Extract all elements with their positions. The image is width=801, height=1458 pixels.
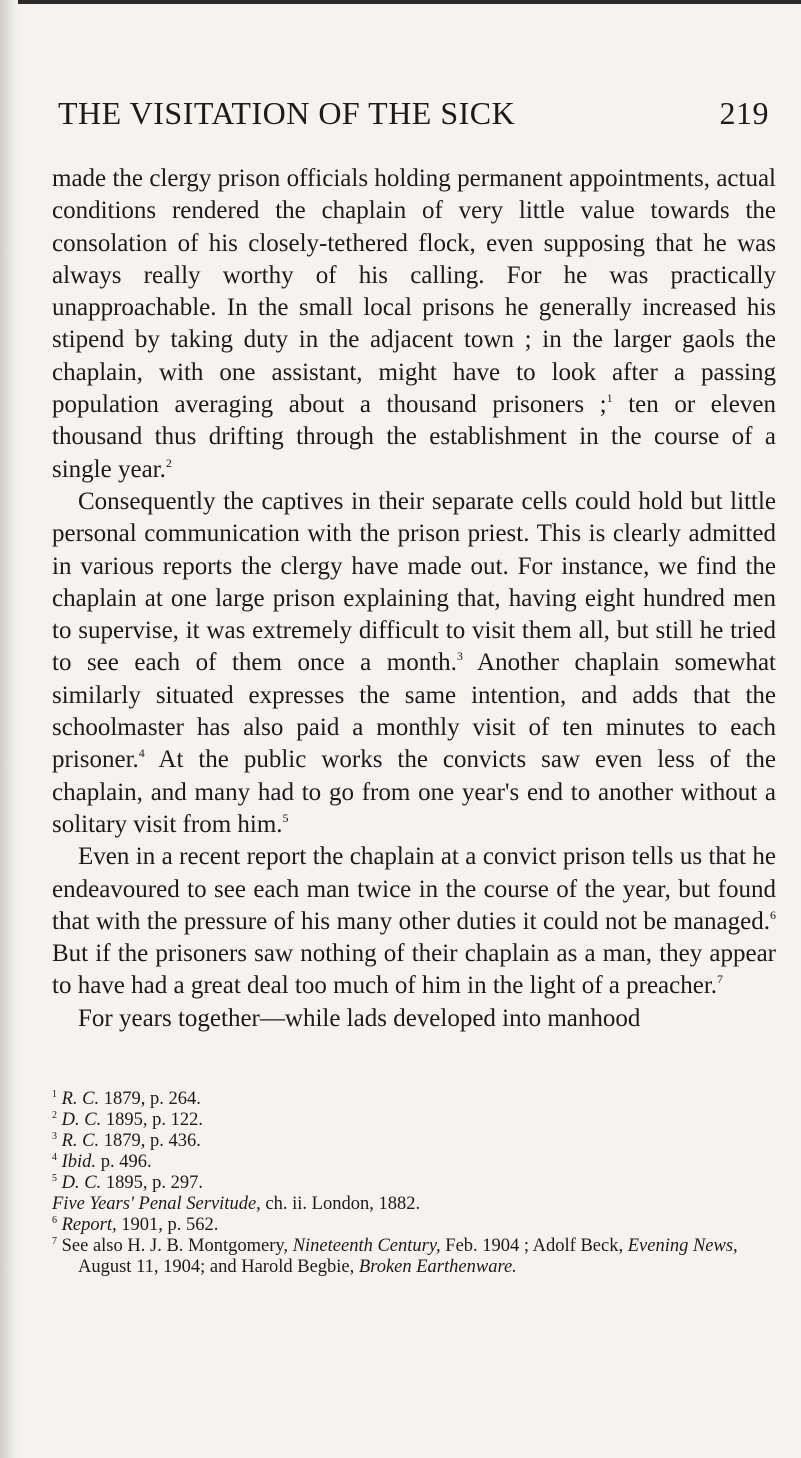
italic-text: R. C.	[61, 1131, 100, 1151]
footnotes	[52, 1089, 776, 1278]
footnote	[52, 1173, 776, 1194]
text-run: 1879, p. 264.	[99, 1089, 201, 1109]
italic-text: Broken Earthenware.	[358, 1257, 517, 1277]
running-header	[58, 95, 769, 135]
footnote	[52, 1152, 776, 1173]
footnote-mark: 2	[52, 1110, 57, 1121]
footnote-mark: 3	[52, 1131, 57, 1142]
text-run: At the public works the convicts saw even less of the chaplain, and many had to go from one year's end to another without a solitary visit from him.	[52, 746, 776, 838]
text-run: ten or eleven thousand thus drifting through the establishment in the course of a single year.	[52, 391, 776, 483]
text-run: Consequently the captives in their separate cells could hold but little personal communication with the prison priest. This is clearly admitted in various reports the clergy have made out. For instance, we find the chaplain at one large prison explaining that, having eight hundred men to supervise, it was extremely difficult to visit them all, but still he tried to see each of them once a month.	[52, 487, 776, 677]
footnote-ref: 6	[770, 907, 776, 922]
paragraph	[52, 486, 776, 841]
text-run: made the clergy prison officials holding permanent appointments, actual conditions rendered the chaplain of very little value towards the consolation of his closely-tethered flock, even supposing that he was always really worthy of his calling. For he was practically unapproachable. In the small local prisons he generally increased his stipend by taking duty in the adjacent town ; in the larger gaols the chaplain, with one assistant, might have to look after a passing population averaging about a thousand prisoners ;	[52, 165, 776, 419]
footnote	[52, 1194, 776, 1215]
footnote	[52, 1131, 776, 1152]
footnote-mark: 4	[52, 1152, 57, 1163]
footnote-mark: 5	[52, 1173, 57, 1184]
text-run: 1879, p. 436.	[99, 1131, 201, 1151]
text-run: But if the prisoners saw nothing of their chaplain as a man, they appear to have had a great deal too much of him in the light of a preacher.	[52, 940, 776, 1000]
italic-text: Ibid.	[61, 1152, 97, 1172]
text-run: For years together—while lads developed into manhood	[78, 1004, 641, 1032]
italic-text: Evening News,	[627, 1236, 738, 1256]
body-text	[52, 163, 776, 1035]
italic-text: D. C.	[61, 1173, 102, 1193]
text-run: ch. ii. London, 1882.	[260, 1194, 421, 1214]
footnote	[52, 1089, 776, 1110]
binding-gutter	[0, 0, 18, 1458]
running-title: THE VISITATION OF THE SICK	[58, 95, 516, 131]
paragraph	[52, 841, 776, 1002]
footnote-mark: 6	[52, 1215, 57, 1226]
text-run: Feb. 1904 ; Adolf Beck,	[440, 1236, 628, 1256]
text-run: August 11, 1904; and Harold Begbie,	[78, 1257, 359, 1277]
footnote-ref: 1	[606, 391, 613, 406]
text-run: 1895, p. 122.	[101, 1110, 203, 1130]
text-run: See also H. J. B. Montgomery,	[61, 1236, 293, 1256]
paragraph	[52, 1003, 776, 1035]
footnote	[52, 1236, 776, 1278]
italic-text: Nineteenth Century,	[292, 1236, 441, 1256]
footnote-ref: 4	[138, 746, 145, 761]
footnote-ref: 3	[456, 649, 463, 664]
text-run: 1901, p. 562.	[116, 1215, 219, 1235]
text-run: p. 496.	[96, 1152, 152, 1172]
footnote-ref: 2	[165, 455, 172, 470]
footnote	[52, 1110, 776, 1131]
text-run: Another chaplain somewhat similarly situated expresses the same intention, and adds that the schoolmaster has also paid a monthly visit of ten minutes to each prisoner.	[52, 649, 776, 774]
italic-text: R. C.	[61, 1089, 100, 1109]
italic-text: Five Years' Penal Servitude,	[52, 1194, 261, 1214]
footnote-mark: 7	[52, 1236, 57, 1247]
footnote-ref: 7	[717, 972, 724, 987]
italic-text: D. C.	[61, 1110, 102, 1130]
footnote-ref: 5	[282, 810, 289, 825]
paragraph	[52, 163, 776, 486]
footnote-mark: 1	[52, 1089, 57, 1100]
text-run: 1895, p. 297.	[101, 1173, 203, 1193]
top-edge-rule	[0, 0, 801, 4]
text-run: Even in a recent report the chaplain at a convict prison tells us that he endeavoured to see each man twice in the course of the year, but found that with the pressure of his many other duties it could not be managed.	[52, 843, 776, 935]
page-number: 219	[719, 95, 769, 131]
footnote	[52, 1215, 776, 1236]
italic-text: Report,	[61, 1215, 117, 1235]
